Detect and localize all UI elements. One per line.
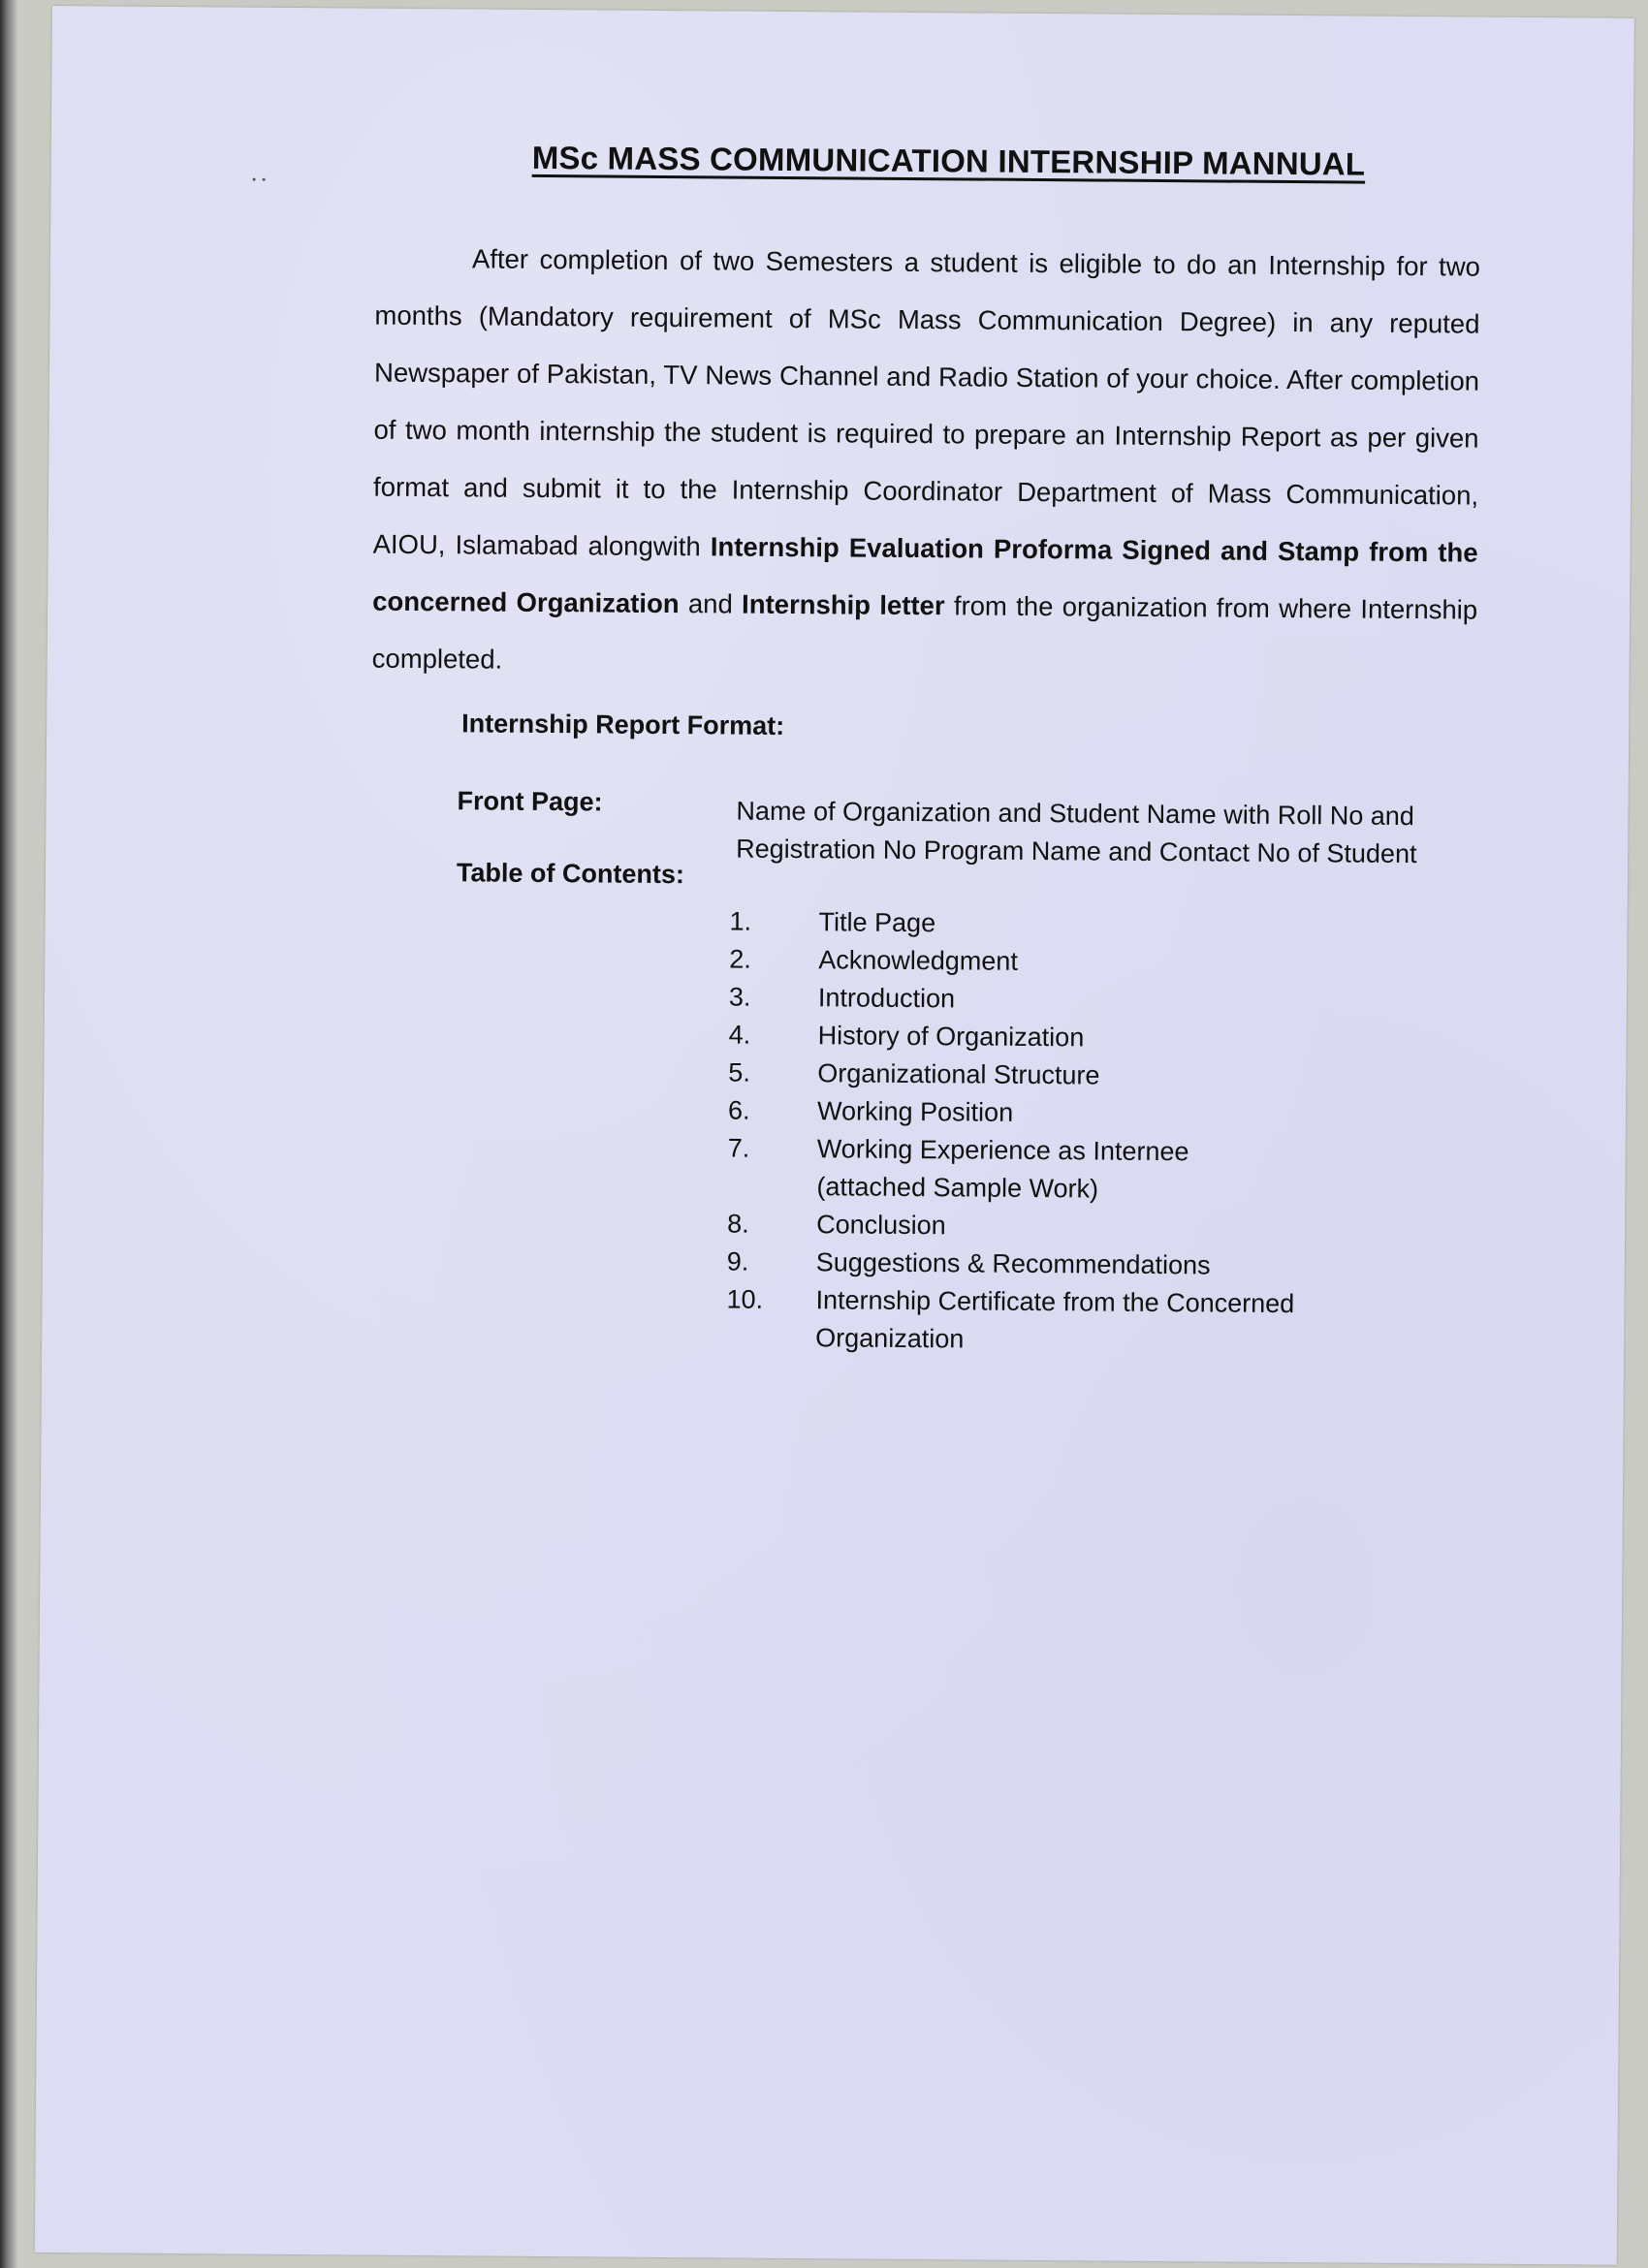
toc-item-text: Organizational Structure bbox=[817, 1058, 1100, 1090]
toc-item-number: 2. bbox=[729, 944, 751, 974]
scanned-page bbox=[35, 6, 1634, 2265]
toc-item-text: Working Experience as Internee (attached Sample Work) bbox=[816, 1134, 1189, 1204]
scan-speck bbox=[253, 178, 256, 181]
table-of-contents-list bbox=[726, 903, 1409, 1362]
toc-item-text: Introduction bbox=[817, 983, 956, 1014]
toc-item-number: 9. bbox=[726, 1246, 749, 1276]
toc-item-text: History of Organization bbox=[817, 1021, 1085, 1053]
scanner-edge bbox=[0, 0, 17, 2268]
toc-item-number: 5. bbox=[728, 1057, 751, 1087]
toc-item-number: 4. bbox=[728, 1020, 751, 1050]
paragraph-bold-evaluation: Internship Evaluation Proforma Signed and Stamp from the concerned Organization bbox=[372, 531, 1478, 619]
table-of-contents-label: Table of Contents: bbox=[456, 858, 685, 890]
paragraph-text: from the organization from where Internship completed. bbox=[371, 590, 1478, 675]
toc-item bbox=[726, 1281, 1406, 1362]
toc-item bbox=[728, 1092, 1407, 1135]
toc-item-number: 7. bbox=[727, 1133, 750, 1163]
toc-item bbox=[728, 1055, 1407, 1097]
toc-item-number: 10. bbox=[726, 1284, 764, 1314]
front-page-label: Front Page: bbox=[457, 786, 603, 817]
document-title: MSc MASS COMMUNICATION INTERNSHIP MANNUAL bbox=[531, 139, 1366, 182]
toc-item-number: 1. bbox=[729, 906, 752, 936]
paragraph-bold-letter: Internship letter bbox=[742, 588, 945, 621]
scan-speck bbox=[263, 178, 266, 181]
toc-item-text: Working Position bbox=[816, 1096, 1014, 1127]
toc-item-text: Acknowledgment bbox=[818, 945, 1019, 976]
toc-item bbox=[729, 941, 1408, 984]
front-page-description: Name of Organization and Student Name with Roll No and Registration No Program Name and Contact No of Student bbox=[736, 796, 1417, 869]
toc-item bbox=[727, 1244, 1406, 1286]
toc-item-number: 3. bbox=[728, 982, 751, 1012]
paragraph-text: and bbox=[679, 588, 743, 619]
toc-item bbox=[727, 1206, 1406, 1248]
toc-item-text: Suggestions & Recommendations bbox=[815, 1247, 1211, 1280]
report-format-heading: Internship Report Format: bbox=[461, 709, 785, 740]
toc-item-number: 6. bbox=[727, 1095, 750, 1125]
toc-item bbox=[729, 1017, 1408, 1059]
toc-item bbox=[727, 1130, 1407, 1211]
toc-item-text: Conclusion bbox=[816, 1210, 946, 1241]
toc-item-number: 8. bbox=[727, 1209, 749, 1239]
paragraph-text: After completion of two Semesters a student is eligible to do an Internship for two months (Mandatory requirement of MSc Mass Communication Degree) in any reputed Newspaper of Pakistan, TV News Channel and Radio Station of your choice. After completion of two month internship the student is required to prepare an Internship Report as per given format and submit it to the Internship Coordinator Department of Mass Communication, AIOU, Islamabad alongwith bbox=[372, 243, 1481, 562]
intro-paragraph bbox=[371, 230, 1480, 696]
toc-item-text: Internship Certificate from the Concerned Organization bbox=[815, 1285, 1295, 1354]
toc-item bbox=[729, 903, 1408, 946]
toc-item-text: Title Page bbox=[818, 907, 936, 938]
toc-item bbox=[729, 979, 1408, 1022]
